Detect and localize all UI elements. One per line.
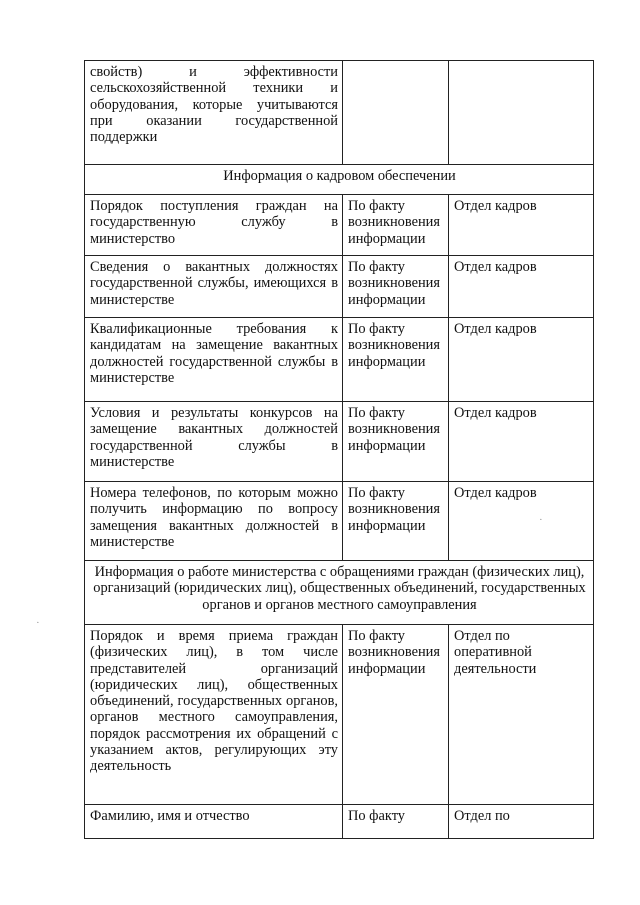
section-header-row <box>85 561 594 625</box>
section-title: Информация о работе министерства с обращениями граждан (физических лиц), организаций (юридических лиц), общественных объединений, государственных органов и органов местного самоуправления <box>85 561 594 625</box>
info-type-cell: Условия и результаты конкурсов на замещение вакантных должностей государственной службы в министерстве <box>85 402 343 482</box>
responsible-cell: Отдел кадров <box>449 482 594 561</box>
table-row <box>85 195 594 256</box>
table-row <box>85 625 594 805</box>
responsible-cell: Отдел кадров <box>449 318 594 402</box>
info-type-cell: Квалификационные требования к кандидатам на замещение вакантных должностей государственной службы в министерстве <box>85 318 343 402</box>
table-row <box>85 402 594 482</box>
info-type-cell: Сведения о вакантных должностях государственной службы, имеющихся в министерстве <box>85 256 343 318</box>
frequency-cell: По факту возникновения информации <box>343 318 449 402</box>
frequency-cell: По факту возникновения информации <box>343 256 449 318</box>
table-row <box>85 805 594 839</box>
table-row <box>85 256 594 318</box>
info-type-cell: Фамилию, имя и отчество <box>85 805 343 839</box>
disclosure-table <box>84 60 594 839</box>
table-row <box>85 318 594 402</box>
scan-speck: · <box>539 514 543 526</box>
section-header-row <box>85 165 594 195</box>
responsible-cell: Отдел кадров <box>449 195 594 256</box>
frequency-cell: По факту возникновения информации <box>343 195 449 256</box>
info-type-cell: Порядок и время приема граждан (физических лиц), в том числе представителей организаций (юридических лиц), общественных объединений, государственных органов, органов местного самоуправления, порядок рассмотрения их обращений с указанием актов, регулирующих эту деятельность <box>85 625 343 805</box>
frequency-cell: По факту возникновения информации <box>343 482 449 561</box>
frequency-cell: По факту возникновения информации <box>343 402 449 482</box>
scan-speck: · <box>36 617 40 629</box>
frequency-cell <box>343 61 449 165</box>
frequency-cell: По факту возникновения информации <box>343 625 449 805</box>
responsible-cell: Отдел по оперативной деятельности <box>449 625 594 805</box>
info-type-cell: свойств) и эффективности сельскохозяйственной техники и оборудования, которые учитываются при оказании государственной поддержки <box>85 61 343 165</box>
frequency-cell: По факту <box>343 805 449 839</box>
info-type-cell: Порядок поступления граждан на государственную службу в министерство <box>85 195 343 256</box>
table-row <box>85 482 594 561</box>
responsible-cell: Отдел кадров <box>449 402 594 482</box>
section-title: Информация о кадровом обеспечении <box>85 165 594 195</box>
responsible-cell: Отдел по <box>449 805 594 839</box>
info-type-cell: Номера телефонов, по которым можно получить информацию по вопросу замещения вакантных должностей в министерстве <box>85 482 343 561</box>
responsible-cell: Отдел кадров <box>449 256 594 318</box>
table-row <box>85 61 594 165</box>
responsible-cell <box>449 61 594 165</box>
